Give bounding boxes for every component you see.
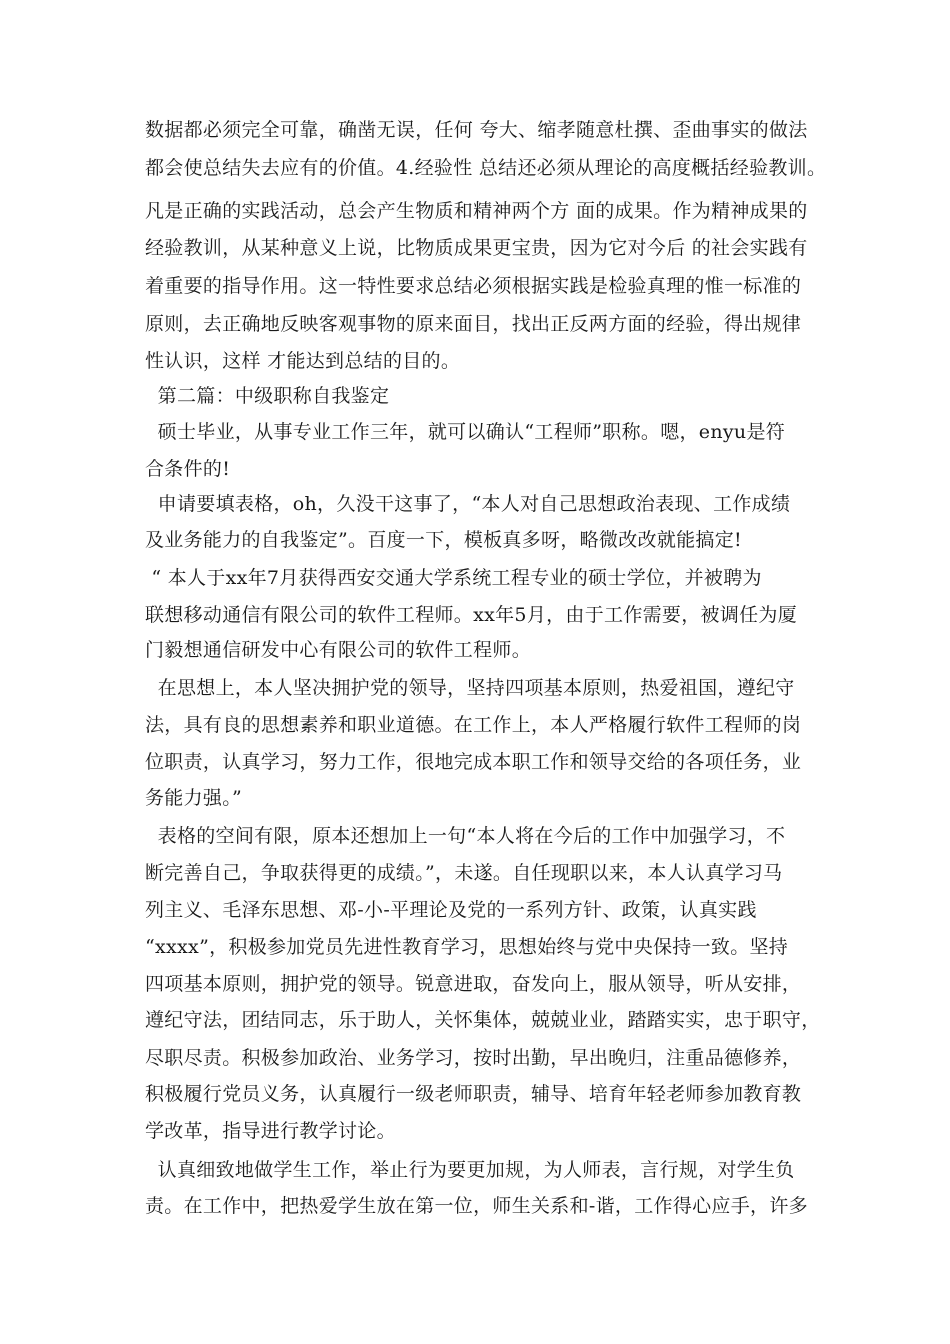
text-line: 及业务能力的自我鉴定”。百度一下，模板真多呀，略微改改就能搞定! — [145, 529, 742, 551]
text-line: “xxxx”，积极参加党员先进性教育学习，思想始终与党中央保持一致。坚持 — [145, 936, 789, 958]
text-line: 硕士毕业，从事专业工作三年，就可以确认“工程师”职称。嗯，enyu是符 — [145, 421, 786, 443]
text-line: 在思想上，本人坚决拥护党的领导，坚持四项基本原则，热爱祖国，遵纪守 — [145, 677, 795, 699]
text-line: 合条件的! — [145, 458, 231, 480]
text-line: 联想移动通信有限公司的软件工程师。xx年5月，由于工作需要，被调任为厦 — [145, 604, 798, 626]
text-line: 学改革，指导进行教学讨论。 — [145, 1120, 396, 1142]
text-line: 表格的空间有限，原本还想加上一句“本人将在今后的工作中加强学习，不 — [145, 825, 786, 847]
text-line: 门毅想通信研发中心有限公司的软件工程师。 — [145, 639, 532, 661]
text-line: 四项基本原则，拥护党的领导。锐意进取，奋发向上，服从领导，听从安排， — [145, 973, 802, 995]
text-line: 位职责，认真学习，努力工作，很地完成本职工作和领导交给的各项任务，业 — [145, 751, 802, 773]
text-line: 凡是正确的实践活动，总会产生物质和精神两个方 面的成果。作为精神成果的 — [145, 200, 808, 222]
text-line: 法，具有良的思想素养和职业道德。在工作上，本人严格履行软件工程师的岗 — [145, 714, 802, 736]
section-heading: 第二篇：中级职称自我鉴定 — [145, 385, 390, 407]
text-line: 积极履行党员义务，认真履行一级老师职责，辅导、培育年轻老师参加教育教 — [145, 1083, 802, 1105]
text-line: 尽职尽责。积极参加政治、业务学习，按时出勤，早出晚归，注重品德修养， — [145, 1047, 802, 1069]
text-line: “ 本人于xx年7月获得西安交通大学系统工程专业的硕士学位，并被聘为 — [145, 567, 762, 589]
text-line: 认真细致地做学生工作，举止行为要更加规，为人师表，言行规，对学生负 — [145, 1159, 795, 1181]
text-line: 性认识，这样 才能达到总结的目的。 — [145, 350, 461, 372]
text-line: 申请要填表格，oh，久没干这事了，“本人对自己思想政治表现、工作成绩 — [145, 493, 791, 515]
text-line: 数据都必须完全可靠，确凿无误，任何 夸大、缩孝随意杜撰、歪曲事实的做法 — [145, 119, 808, 141]
text-line: 列主义、毛泽东思想、邓-小-平理论及党的一系列方针、政策，认真实践 — [145, 899, 757, 921]
text-line: 经验教训，从某种意义上说，比物质成果更宝贵，因为它对今后 的社会实践有 — [145, 237, 808, 259]
text-line: 断完善自己，争取获得更的成绩。”，未遂。自任现职以来，本人认真学习马 — [145, 862, 783, 884]
text-line: 责。在工作中，把热爱学生放在第一位，师生关系和-谐，工作得心应手，许多 — [145, 1195, 808, 1217]
text-line: 务能力强。” — [145, 787, 243, 809]
text-line: 着重要的指导作用。这一特性要求总结必须根据实践是检验真理的惟一标准的 — [145, 275, 802, 297]
text-line: 遵纪守法，团结同志，乐于助人，关怀集体，兢兢业业，踏踏实实，忠于职守， — [145, 1009, 821, 1031]
text-line: 都会使总结失去应有的价值。4.经验性 总结还必须从理论的高度概括经验教训。 — [145, 157, 827, 179]
text-line: 原则，去正确地反映客观事物的原来面目，找出正反两方面的经验，得出规律 — [145, 313, 802, 335]
